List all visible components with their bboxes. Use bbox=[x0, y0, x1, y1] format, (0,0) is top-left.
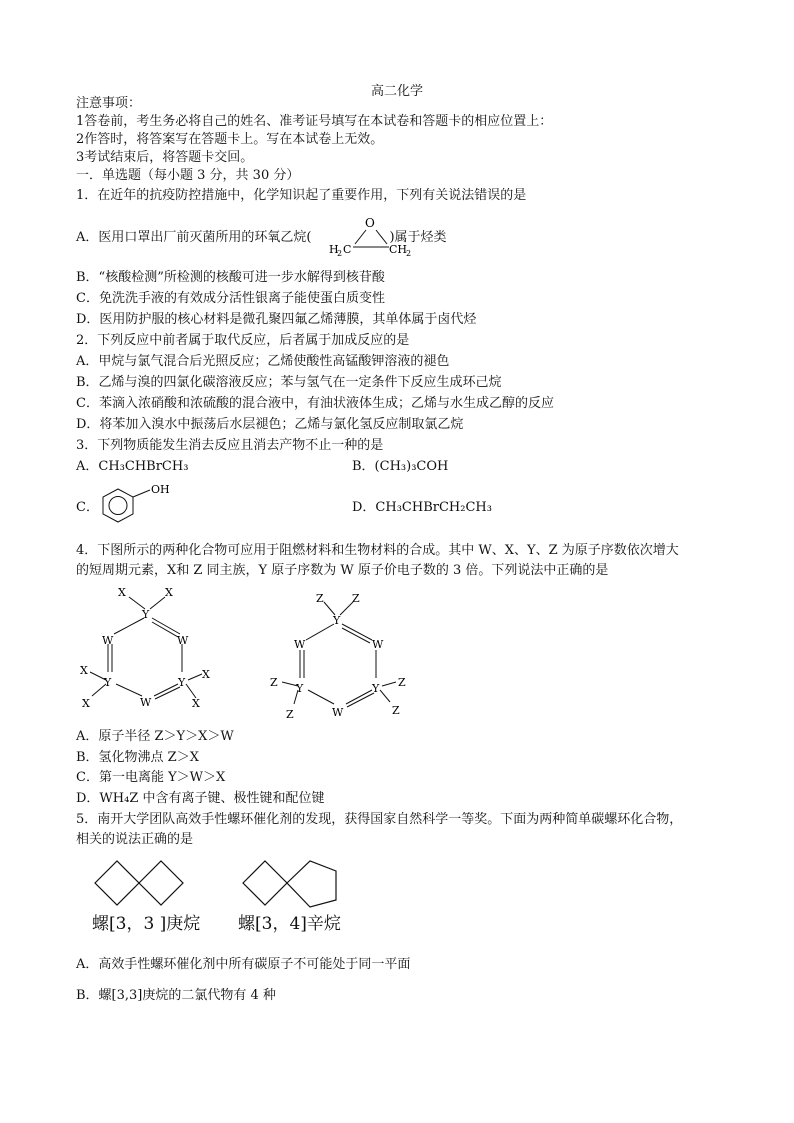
notice-item-3: 3考试结束后，将答题卡交回。 bbox=[76, 150, 254, 165]
q4-option-a: A．原子半径 Z＞Y＞X＞W bbox=[76, 729, 234, 744]
c1-x-top-right: X bbox=[165, 586, 173, 599]
c2-y-left: Y bbox=[296, 682, 304, 695]
epoxide-left-h: H bbox=[329, 243, 339, 256]
q2-option-c: C．苯滴入浓硝酸和浓硫酸的混合液中，有油状液体生成；乙烯与水生成乙醇的反应 bbox=[76, 396, 554, 411]
c2-y-top: Y bbox=[333, 614, 341, 627]
c2-w-right: W bbox=[372, 638, 384, 651]
phenol-structure bbox=[98, 482, 178, 530]
c2-z-right: Z bbox=[398, 676, 406, 689]
q5-stem-1: 5．南开大学团队高效手性螺环催化剂的发现，获得国家自然科学一等奖。下面为两种简单碳螺环化合物， bbox=[76, 812, 683, 827]
q5-stem-2: 相关的说法正确的是 bbox=[76, 832, 194, 847]
q5-option-b: B．螺[3,3]庚烷的二氯代物有 4 种 bbox=[76, 988, 276, 1003]
c1-x-right: X bbox=[202, 668, 210, 681]
spiro-3-3-caption: 螺[3，3 ]庚烷 bbox=[92, 914, 201, 934]
q2-option-b: B．乙烯与溴的四氯化碳溶液反应；苯与氢气在一定条件下反应生成环己烷 bbox=[76, 375, 502, 390]
c1-x-left: X bbox=[80, 664, 88, 677]
c1-w-bottom: W bbox=[140, 696, 152, 709]
q4-option-d: D．WH₄Z 中含有离子键、极性键和配位键 bbox=[76, 791, 325, 806]
q3-option-b: B．(CH₃)₃COH bbox=[352, 459, 449, 474]
c2-w-left: W bbox=[294, 638, 306, 651]
q1-option-b: B．“核酸检测”所检测的核酸可进一步水解得到核苷酸 bbox=[76, 270, 385, 285]
c2-z-left: Z bbox=[270, 676, 278, 689]
spiro-3-3-heptane-structure bbox=[92, 858, 202, 908]
c2-y-right: Y bbox=[372, 682, 380, 695]
c2-z-bottom-right: Z bbox=[392, 704, 400, 717]
c1-w-left: W bbox=[102, 634, 114, 647]
c2-z-top-left: Z bbox=[316, 592, 324, 605]
epoxide-left-sub: 2 bbox=[337, 249, 343, 258]
epoxide-structure bbox=[325, 212, 415, 258]
notice-item-1: 1答卷前，考生务必将自己的姓名、准考证号填写在本试卷和答题卡的相应位置上： bbox=[76, 114, 553, 129]
q3-option-d: D．CH₃CHBrCH₂CH₃ bbox=[352, 500, 492, 515]
c1-y-left: Y bbox=[104, 676, 112, 689]
c1-y-right: Y bbox=[178, 676, 186, 689]
epoxide-right-ch: CH bbox=[389, 243, 408, 256]
q2-option-a: A．甲烷与氯气混合后光照反应；乙烯使酸性高锰酸钾溶液的褪色 bbox=[76, 354, 450, 369]
c1-x-bottom-right: X bbox=[192, 697, 200, 710]
q1-option-c: C．免洗洗手液的有效成分活性银离子能使蛋白质变性 bbox=[76, 291, 385, 306]
q4-stem-1: 4．下图所示的两种化合物可应用于阻燃材料和生物材料的合成。其中 W、X、Y、Z 为原子序数依次增大 bbox=[76, 543, 679, 558]
section-heading: 一．单选题（每小题 3 分，共 30 分） bbox=[76, 168, 300, 183]
compound-1-ring bbox=[74, 584, 224, 714]
spiro-3-4-octane-structure bbox=[240, 858, 350, 910]
q1-option-d: D．医用防护服的核心材料是微孔聚四氟乙烯薄膜，其单体属于卤代烃 bbox=[76, 312, 477, 327]
epoxide-left-c: C bbox=[343, 243, 352, 256]
q4-option-c: C．第一电离能 Y＞W＞X bbox=[76, 770, 226, 785]
q1-option-a-tail: )属于烃类 bbox=[389, 230, 447, 245]
q1-option-a-text: A．医用口罩出厂前灭菌所用的环氧乙烷( bbox=[76, 230, 312, 245]
q1-stem: 1．在近年的抗疫防控措施中，化学知识起了重要作用，下列有关说法错误的是 bbox=[76, 188, 527, 203]
notice-heading: 注意事项： bbox=[76, 96, 142, 111]
phenol-oh: OH bbox=[151, 483, 170, 496]
spiro-3-4-caption: 螺[3，4]辛烷 bbox=[238, 914, 341, 934]
epoxide-o: O bbox=[365, 216, 375, 230]
c2-z-top-right: Z bbox=[352, 592, 360, 605]
c2-z-bottom-left: Z bbox=[286, 708, 294, 720]
c1-y-top: Y bbox=[142, 608, 150, 621]
epoxide-right-sub: 2 bbox=[406, 249, 412, 258]
c1-w-right: W bbox=[177, 634, 189, 647]
page-title: 高二化学 bbox=[370, 84, 423, 99]
q5-option-a: A．高效手性螺环催化剂中所有碳原子不可能处于同一平面 bbox=[76, 957, 411, 972]
q3-stem: 3．下列物质能发生消去反应且消去产物不止一种的是 bbox=[76, 438, 384, 453]
c1-x-bottom-left: X bbox=[82, 697, 90, 710]
c2-w-bottom: W bbox=[332, 706, 344, 719]
q4-stem-2: 的短周期元素，X和 Z 同主族，Y 原子序数为 W 原子价电子数的 3 倍。下列说法中正确的是 bbox=[76, 563, 609, 578]
notice-item-2: 2作答时，将答案写在答题卡上。写在本试卷上无效。 bbox=[76, 132, 384, 147]
c1-x-top-left: X bbox=[118, 586, 126, 599]
q3-option-c: C． bbox=[76, 500, 99, 515]
compound-2-ring bbox=[262, 590, 417, 720]
q2-stem: 2．下列反应中前者属于取代反应，后者属于加成反应的是 bbox=[76, 333, 410, 348]
q4-option-b: B．氢化物沸点 Z＞X bbox=[76, 750, 199, 765]
q3-option-a: A．CH₃CHBrCH₃ bbox=[76, 459, 189, 474]
q2-option-d: D．将苯加入溴水中振荡后水层褪色；乙烯与氯化氢反应制取氯乙烷 bbox=[76, 417, 464, 432]
